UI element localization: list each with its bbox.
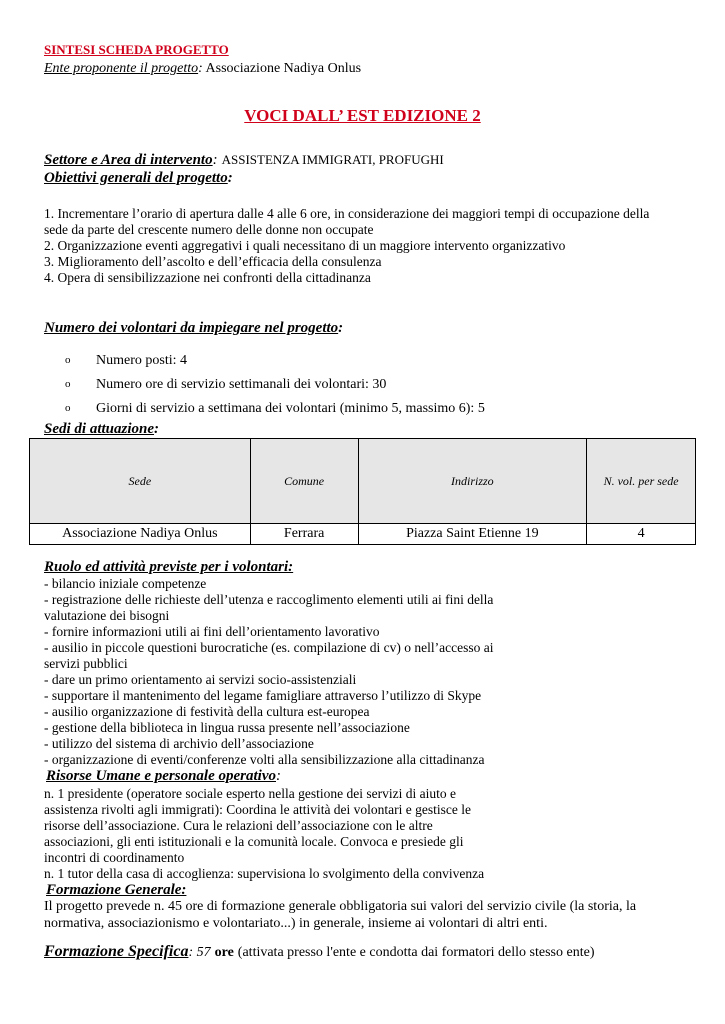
risorse-line: n. 1 tutor della casa di accoglienza: supervisiona lo svolgimento della convivenza	[44, 866, 485, 881]
obiettivi-line: 3. Miglioramento dell’ascolto e dell’efficacia della consulenza	[44, 254, 382, 269]
formazione-generale-line: Il progetto prevede n. 45 ore di formazione generale obbligatoria sui valori del servizio civile (la storia, la	[44, 899, 637, 914]
risorse-line: risorse dell’associazione. Cura le relazioni dell’associazione con le altre	[44, 818, 433, 833]
cell-sede: Associazione Nadiya Onlus	[30, 524, 251, 545]
volontari-item: Numero posti: 4	[96, 353, 187, 368]
document-label: SINTESI SCHEDA PROGETTO	[44, 42, 229, 57]
header-comune: Comune	[250, 439, 358, 524]
volontari-item: Numero ore di servizio settimanali dei volontari: 30	[96, 377, 387, 392]
ruolo-line: - organizzazione di eventi/conferenze volti alla sensibilizzazione alla cittadinanza	[44, 752, 485, 767]
proponent-label: Ente proponente il progetto	[44, 61, 199, 76]
ruolo-line: - bilancio iniziale competenze	[44, 576, 207, 591]
risorse-line: n. 1 presidente (operatore sociale esperto nella gestione dei servizi di aiuto e	[44, 786, 456, 801]
ruolo-line: - utilizzo del sistema di archivio dell’associazione	[44, 736, 314, 751]
obiettivi-line: 4. Opera di sensibilizzazione nei confronti della cittadinanza	[44, 270, 371, 285]
obiettivi-heading	[44, 170, 233, 187]
ruolo-line: - gestione della biblioteca in lingua russa presente nell’associazione	[44, 720, 410, 735]
obiettivi-line: 1. Incrementare l’orario di apertura dalle 4 alle 6 ore, in considerazione dei maggiori tempi di occupazione della	[44, 206, 650, 221]
obiettivi-line: sede da parte del crescente numero delle donne non occupate	[44, 222, 374, 237]
cell-indirizzo: Piazza Saint Etienne 19	[358, 524, 587, 545]
proponent-line	[44, 61, 361, 77]
table-header-row	[30, 439, 696, 524]
ruolo-line: - ausilio organizzazione di festività della cultura est-europea	[44, 704, 370, 719]
formazione-generale-heading: Formazione Generale:	[46, 882, 187, 898]
risorse-label: Risorse Umane e personale operativo	[46, 768, 276, 784]
ruolo-line: servizi pubblici	[44, 656, 128, 671]
obiettivi-line: 2. Organizzazione eventi aggregativi i quali necessitano di un maggiore intervento organizzativo	[44, 238, 566, 253]
bullet-marker: o	[65, 402, 71, 414]
volontari-heading	[44, 320, 343, 337]
settore-line	[44, 151, 444, 169]
formazione-specifica-line	[44, 943, 594, 961]
ruolo-line: - ausilio in piccole questioni burocratiche (es. compilazione di cv) o nell’accesso ai	[44, 640, 494, 655]
cell-n-vol: 4	[587, 524, 696, 545]
bullet-marker: o	[65, 378, 71, 390]
bullet-marker: o	[65, 354, 71, 366]
header-indirizzo: Indirizzo	[358, 439, 587, 524]
obiettivi-label: Obiettivi generali del progetto	[44, 170, 228, 186]
header-n-vol: N. vol. per sede	[587, 439, 696, 524]
risorse-heading	[46, 768, 281, 785]
obiettivi-colon: :	[227, 170, 233, 186]
volontari-colon: :	[338, 320, 344, 336]
risorse-line: associazioni, gli enti istituzionali e la comunità locale. Convoca e presiede gli	[44, 834, 464, 849]
ruolo-heading: Ruolo ed attività previste per i volontari:	[44, 559, 294, 575]
settore-label: Settore e Area di intervento	[44, 152, 213, 168]
sedi-colon: :	[154, 421, 160, 437]
formazione-specifica-unit: ore	[214, 945, 234, 960]
ruolo-line: - registrazione delle richieste dell’utenza e raccoglimento elementi utili ai fini della	[44, 592, 494, 607]
proponent-colon: :	[198, 61, 203, 76]
formazione-generale-line: normativa, associazionismo e volontariato...) in generale, insieme ai volontari di altri enti.	[44, 916, 548, 931]
sedi-table	[29, 438, 696, 545]
risorse-line: assistenza rivolti agli immigrati): Coordina le attività dei volontari e gestisce le	[44, 802, 472, 817]
formazione-specifica-label: Formazione Specifica	[44, 943, 189, 960]
formazione-specifica-note: (attivata presso l'ente e condotta dai formatori dello stesso ente)	[237, 945, 595, 960]
ruolo-line: - fornire informazioni utili ai fini dell’orientamento lavorativo	[44, 624, 380, 639]
page-title: VOCI DALL’ EST EDIZIONE 2	[244, 106, 481, 125]
volontari-label: Numero dei volontari da impiegare nel progetto	[44, 320, 339, 336]
formazione-specifica-hours: : 57	[188, 945, 211, 960]
ruolo-line: - dare un primo orientamento ai servizi socio-assistenziali	[44, 672, 357, 687]
settore-value: ASSISTENZA IMMIGRATI, PROFUGHI	[221, 152, 444, 167]
settore-colon: :	[212, 152, 218, 168]
cell-comune: Ferrara	[250, 524, 358, 545]
volontari-item: Giorni di servizio a settimana dei volontari (minimo 5, massimo 6): 5	[96, 401, 485, 416]
header-sede: Sede	[30, 439, 251, 524]
sedi-heading	[44, 421, 159, 438]
table-row	[30, 524, 696, 545]
ruolo-line: - supportare il mantenimento del legame famigliare attraverso l’utilizzo di Skype	[44, 688, 482, 703]
ruolo-line: valutazione dei bisogni	[44, 608, 170, 623]
proponent-value: Associazione Nadiya Onlus	[205, 61, 362, 76]
risorse-colon: :	[276, 768, 281, 784]
sedi-label: Sedi di attuazione	[44, 421, 155, 437]
risorse-line: incontri di coordinamento	[44, 850, 185, 865]
